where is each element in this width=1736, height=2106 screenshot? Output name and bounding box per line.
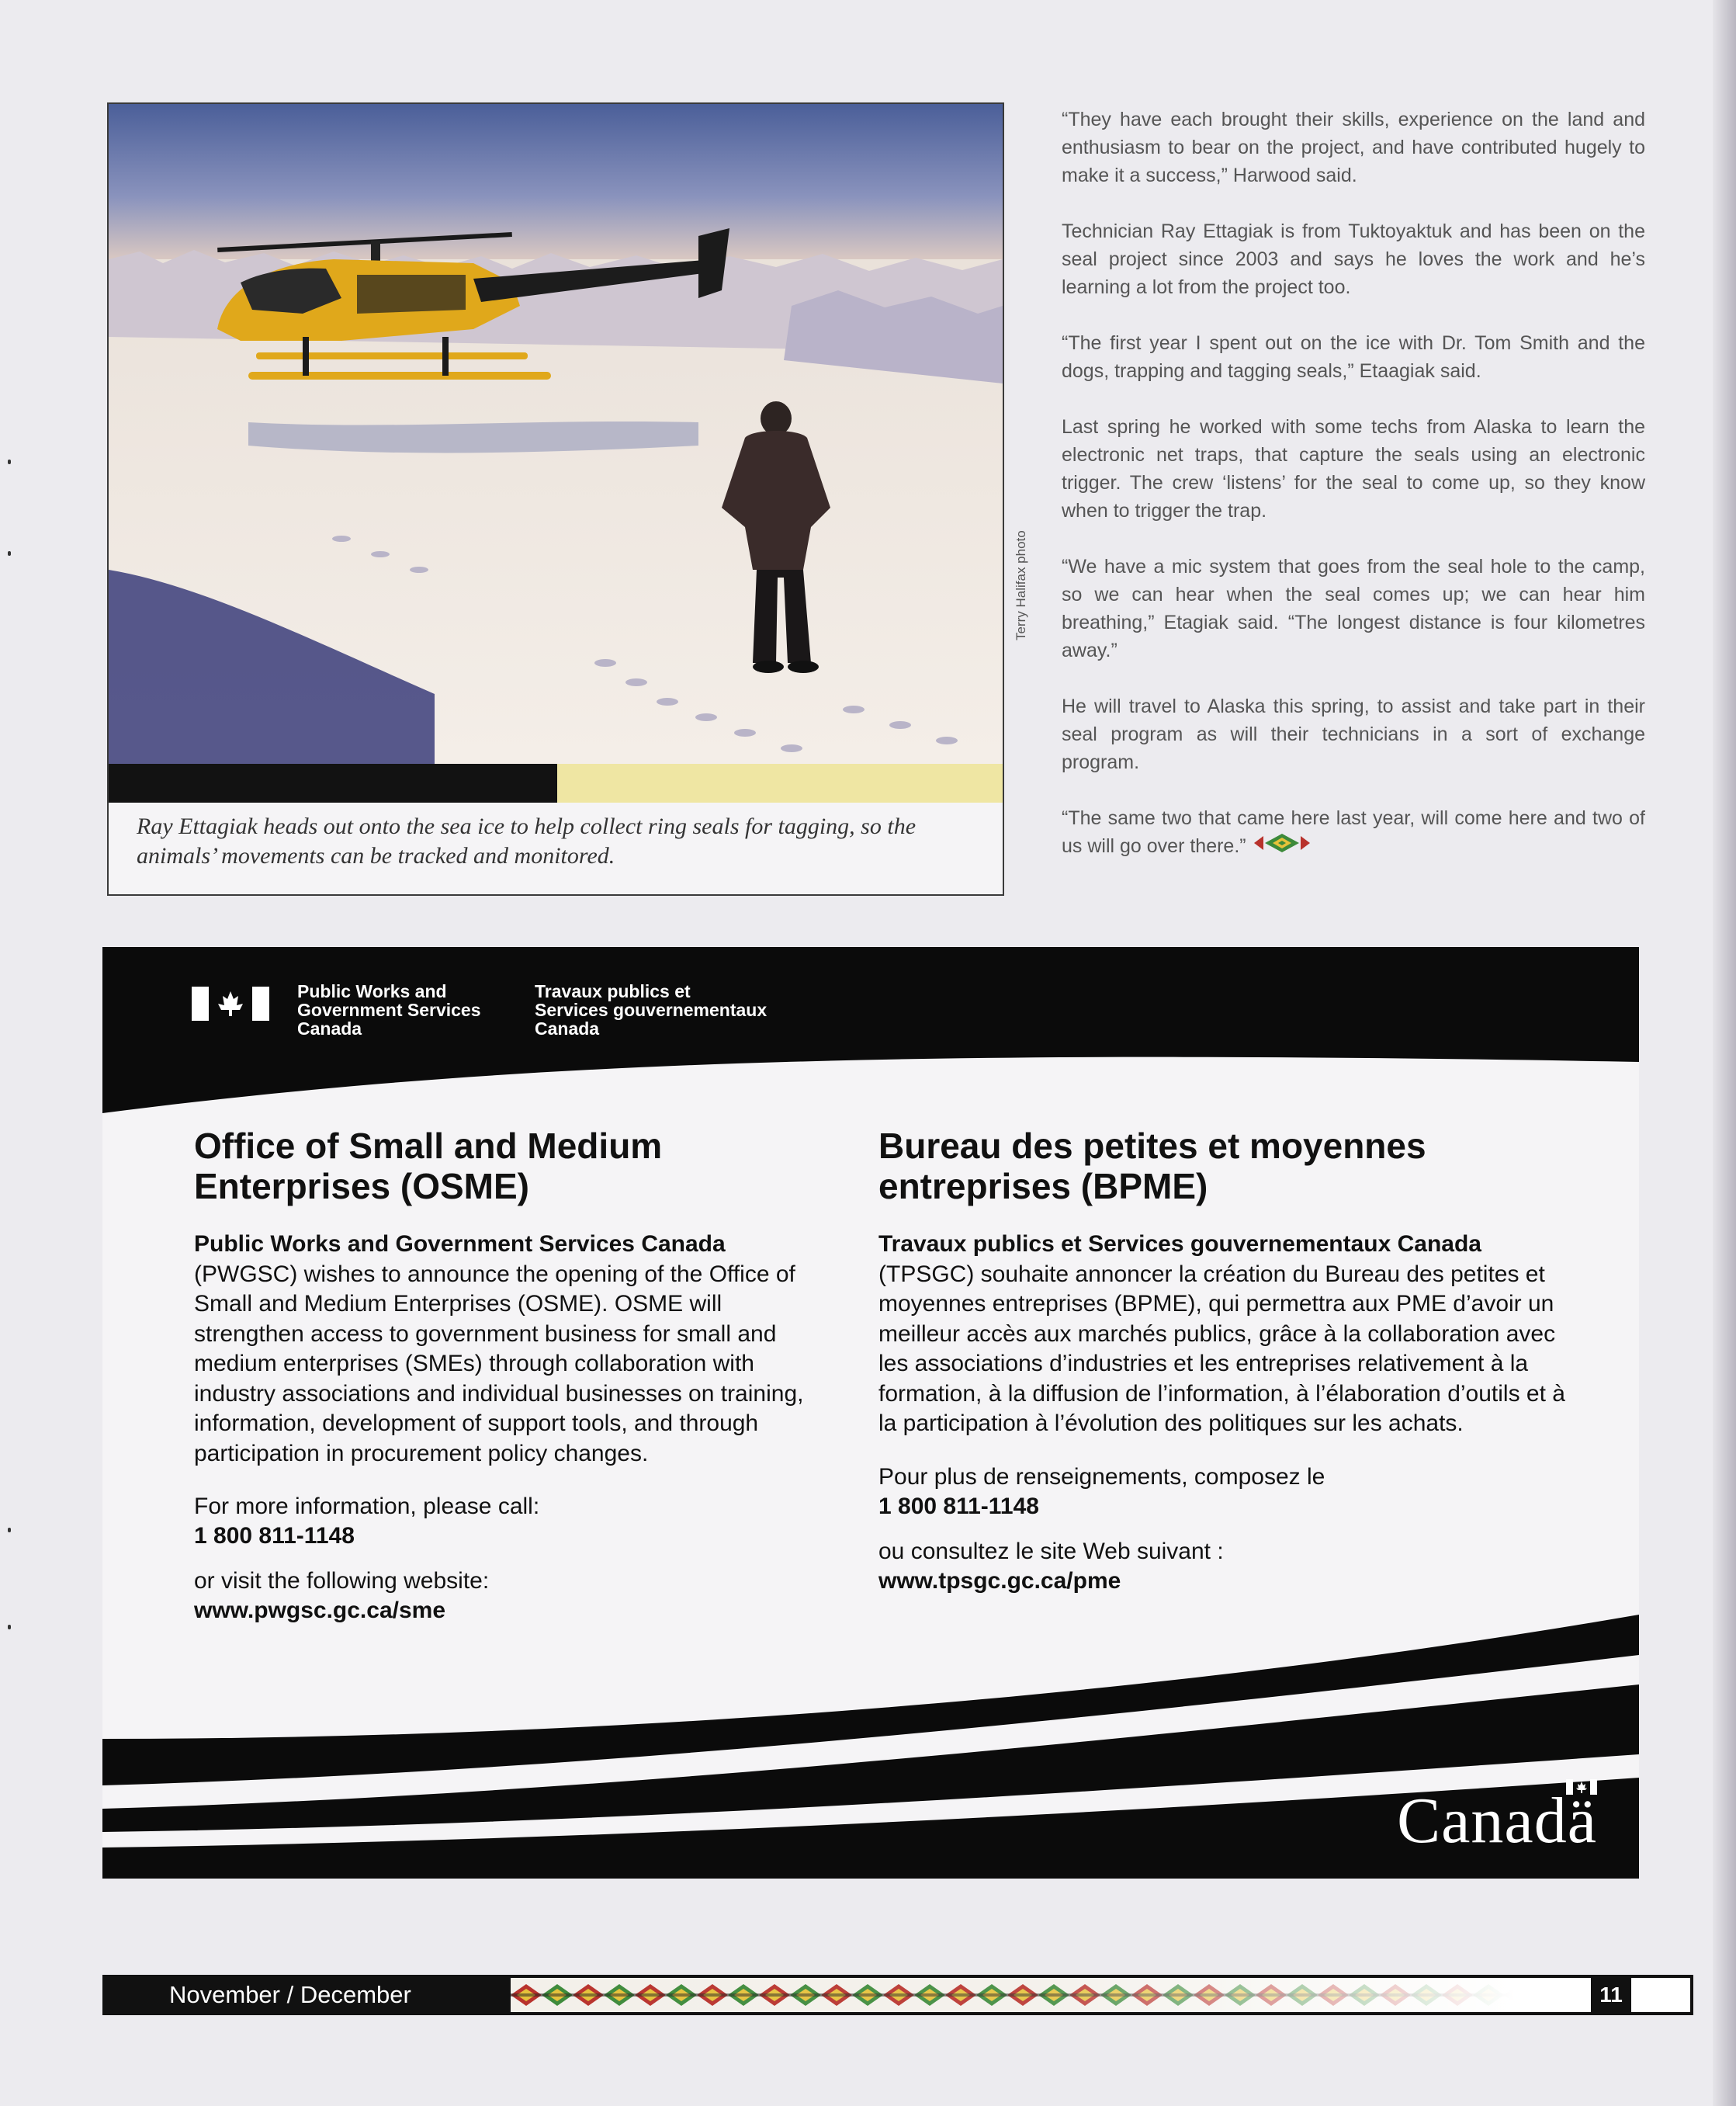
photo-illustration (109, 104, 1003, 764)
ad-body-text-english: (PWGSC) wishes to announce the opening of the Office of Small and Medium Enterprises (OSME). OSME will strengthen access to government business for small and medium enterprises (SMEs) through collaboration with industry associations and individual businesses on training, information, development of support tools, and through participation in procurement policy changes. (194, 1261, 804, 1466)
ad-title-english: Office of Small and Medium Enterprises (OSME) (194, 1126, 663, 1206)
article-paragraph: “We have a mic system that goes from the seal hole to the camp, so we can hear when the seal comes up; we can hear him breathing,” Etagiak said. “The longest distance is four kilometres away.” (1062, 556, 1645, 661)
ad-body-text-french: (TPSGC) souhaite annoncer la création du Bureau des petites et moyennes entreprises (BPME), qui permettra aux PME d’avoir un meilleur accès aux marchés publics, grâce à la collaboration avec les associations d’industries et les entreprises relativement à la formation, à la diffusion de l’information, à l’élaboration d’outils et à la participation à l’évolution des politiques sur les achats. (878, 1261, 1565, 1436)
website-label-english: or visit the following website: (194, 1568, 490, 1594)
article-paragraph: He will travel to Alaska this spring, to assist and take part in their seal program as will their technicians in a sort of exchange program. (1062, 696, 1645, 773)
page-number: 11 (1591, 1975, 1631, 2015)
ad-body-french (878, 1230, 1577, 1439)
margin-mark (8, 551, 11, 556)
caption-bar-light (557, 764, 1003, 803)
ad-title-french: Bureau des petites et moyennes entreprises (BPME) (878, 1126, 1426, 1206)
article-paragraph: “The first year I spent out on the ice with Dr. Tom Smith and the dogs, trapping and tagging seals,” Etaagiak said. (1062, 332, 1645, 382)
phone-number-french[interactable]: 1 800 811-1148 (878, 1493, 1039, 1519)
article-column (1062, 106, 1645, 889)
canada-wordmark: Canadä (1397, 1785, 1597, 1857)
photo-credit: Terry Halifax photo (1014, 530, 1028, 640)
phone-number-english[interactable]: 1 800 811-1148 (194, 1523, 355, 1549)
ad-body-lead-french: Travaux publics et Services gouvernementaux Canada (878, 1231, 1481, 1257)
article-paragraph: Last spring he worked with some techs from Alaska to learn the electronic net traps, that capture the seals using an electronic trigger. The crew ‘listens’ for the seal to come up, so they know when to trigger the trap. (1062, 416, 1645, 522)
ad-body-lead-english: Public Works and Government Services Canada (194, 1231, 726, 1257)
margin-mark (8, 1625, 11, 1629)
ad-header (192, 982, 845, 1044)
page-edge-shadow (1713, 0, 1736, 2106)
article-paragraph: “The same two that came here last year, will come here and two of us will go over there.” (1062, 807, 1645, 857)
beadwork-band (506, 1975, 1693, 2015)
margin-mark (8, 460, 11, 464)
beadwork-pattern-icon (511, 1978, 1690, 2012)
article-paragraph: Technician Ray Ettagiak is from Tuktoyaktuk and has been on the seal project since 2003 and says he loves the work and he’s learning a lot from the project too. (1062, 220, 1645, 298)
ad-french-column (878, 1126, 1577, 1596)
call-label-english: For more information, please call: (194, 1494, 540, 1519)
end-ornament-icon (1254, 833, 1310, 861)
article-paragraph: “They have each brought their skills, experience on the land and enthusiasm to bear on the project, and have contributed hugely to make it a success,” Harwood said. (1062, 109, 1645, 186)
margin-mark (8, 1528, 11, 1532)
ad-body-english (194, 1230, 830, 1469)
department-name-french: Travaux publics et Services gouvernementaux Canada (535, 981, 768, 1039)
canada-flag-icon (192, 987, 269, 1021)
call-label-french: Pour plus de renseignements, composez le (878, 1463, 1325, 1490)
website-label-french: ou consultez le site Web suivant : (878, 1538, 1224, 1564)
government-advertisement (102, 947, 1639, 1879)
website-link-french[interactable]: www.tpsgc.gc.ca/pme (878, 1567, 1121, 1594)
department-name-english: Public Works and Government Services Canada (297, 981, 481, 1039)
ad-english-column (194, 1126, 830, 1625)
page-footer (102, 1975, 1631, 2015)
article-last-paragraph (1062, 804, 1645, 861)
issue-label: November / December (102, 1975, 506, 2015)
photo-figure (107, 102, 1004, 896)
website-link-english[interactable]: www.pwgsc.gc.ca/sme (194, 1598, 446, 1623)
caption-bar-dark (109, 764, 557, 803)
helicopter-photo (109, 104, 1003, 764)
photo-caption: Ray Ettagiak heads out onto the sea ice to help collect ring seals for tagging, so the animals’ movements can be tracked and monitored. (137, 814, 917, 869)
